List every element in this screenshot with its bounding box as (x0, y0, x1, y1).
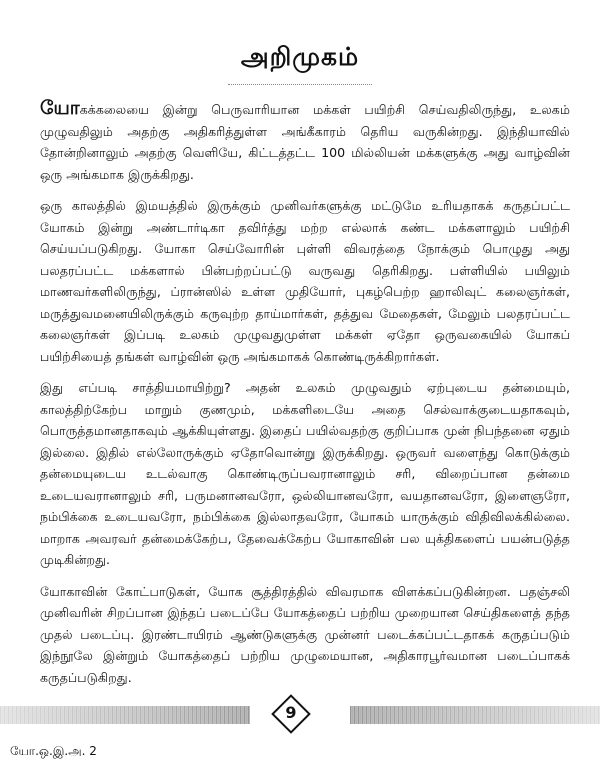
paragraph-1 (40, 98, 570, 185)
paragraph-4 (40, 581, 570, 689)
page-title: அறிமுகம் (240, 42, 360, 71)
paragraph-1-text: கக்கலையை இன்று பெருவாரியான மக்கள் பயிற்சி செய்வதிலிருந்து, உலகம் முழுவதிலும் அதற்கு அதிகரித்துள்ள அங்கீகாரம் தெரிய வருகின்றது. இந்தியாவில் தோன்றினாலும் அதற்கு வெளியே, கிட்டத்தட்ட 100 மில்லியன் மக்களுக்கு அது வாழ்வின் ஒரு அங்கமாக இருக்கிறது. (40, 102, 570, 182)
footer-band-left (0, 706, 250, 724)
footer-code: யோ.ஒ.இ.அ. 2 (10, 744, 97, 758)
paragraph-4-text: யோகாவின் கோட்பாடுகள், யோக சூத்திரத்தில் விவரமாக விளக்கப்படுகின்றன. பதஞ்சலி முனிவரின் சிறப்பான இந்தப் படைப்பே யோகத்தைப் பற்றிய முறையான செய்திகளைத் தந்த முதல் படைப்பு. இரண்டாயிரம் ஆண்டுகளுக்கு முன்னர் படைக்கப்பட்டதாகக் கருதப்படும் இந்நூலே இன்றும் யோகத்தைப் பற்றிய முழுமையான, அதிகாரபூர்வமான படைப்பாகக் கருதப்படுகிறது. (40, 583, 570, 685)
drop-cap: யோ (40, 97, 80, 119)
body-text (40, 98, 570, 698)
paragraph-3 (40, 377, 570, 571)
footer-band-right (350, 706, 600, 724)
page-number-badge (271, 694, 311, 734)
page-number: 9 (285, 703, 297, 722)
paragraph-2-text: ஒரு காலத்தில் இமயத்தில் இருக்கும் முனிவர்களுக்கு மட்டுமே உரியதாகக் கருதப்பட்ட யோகம் இன்று அண்டார்டிகா தவிர்த்து மற்ற எல்லாக் கண்ட மக்களாலும் பயிற்சி செய்யப்படுகிறது. யோகா செய்வோரின் புள்ளி விவரத்தை நோக்கும் பொழுது அது பலதரப்பட்ட மக்களால் பின்பற்றப்பட்டு வருவது தெரிகிறது. பள்ளியில் பயிலும் மாணவர்களிலிருந்து, ப்ரான்ஸில் உள்ள முதியோர், புகழ்பெற்ற ஹாலிவுட் கலைஞர்கள், மருத்துவமனையிலிருக்கும் கருவுற்ற தாய்மார்கள், தத்துவ மேதைகள், மேலும் பலதரப்பட்ட கலைஞர்கள் இப்படி உலகம் முழுவதுமுள்ள மக்கள் ஏதோ ஒருவகையில் யோகப் பயிற்சியைத் தங்கள் வாழ்வின் ஒரு அங்கமாகக் கொண்டிருக்கிறார்கள். (40, 198, 570, 364)
title-underline (228, 84, 372, 87)
paragraph-3-text: இது எப்படி சாத்தியமாயிற்று? அதன் உலகம் முழுவதும் ஏற்புடைய தன்மையும், காலத்திற்கேற்ப மாறும் குணமும், மக்களிடையே அதை செல்வாக்குடையதாகவும், பொருத்தமானதாகவும் ஆக்கியுள்ளது. இதைப் பயில்வதற்கு குறிப்பாக முன் நிபந்தனை ஏதும் இல்லை. இதில் எல்லோருக்கும் ஏதோவொன்று இருக்கிறது. ஒருவர் வளைந்து கொடுக்கும் தன்மையுடைய உடல்வாகு கொண்டிருப்பவரானாலும் சரி, விறைப்பான தன்மை உடையவரானாலும் சரி, பருமனானவரோ, ஒல்லியானவரோ, வயதானவரோ, இளைஞரோ, நம்பிக்கை உடையவரோ, நம்பிக்கை இல்லாதவரோ, யோகம் யாருக்கும் விதிவிலக்கில்லை. மாறாக அவரவர் தன்மைக்கேற்ப, தேவைக்கேற்ப யோகாவின் பல யுக்திகளைப் பயன்படுத்த முடிகின்றது. (40, 380, 570, 567)
paragraph-2 (40, 195, 570, 367)
